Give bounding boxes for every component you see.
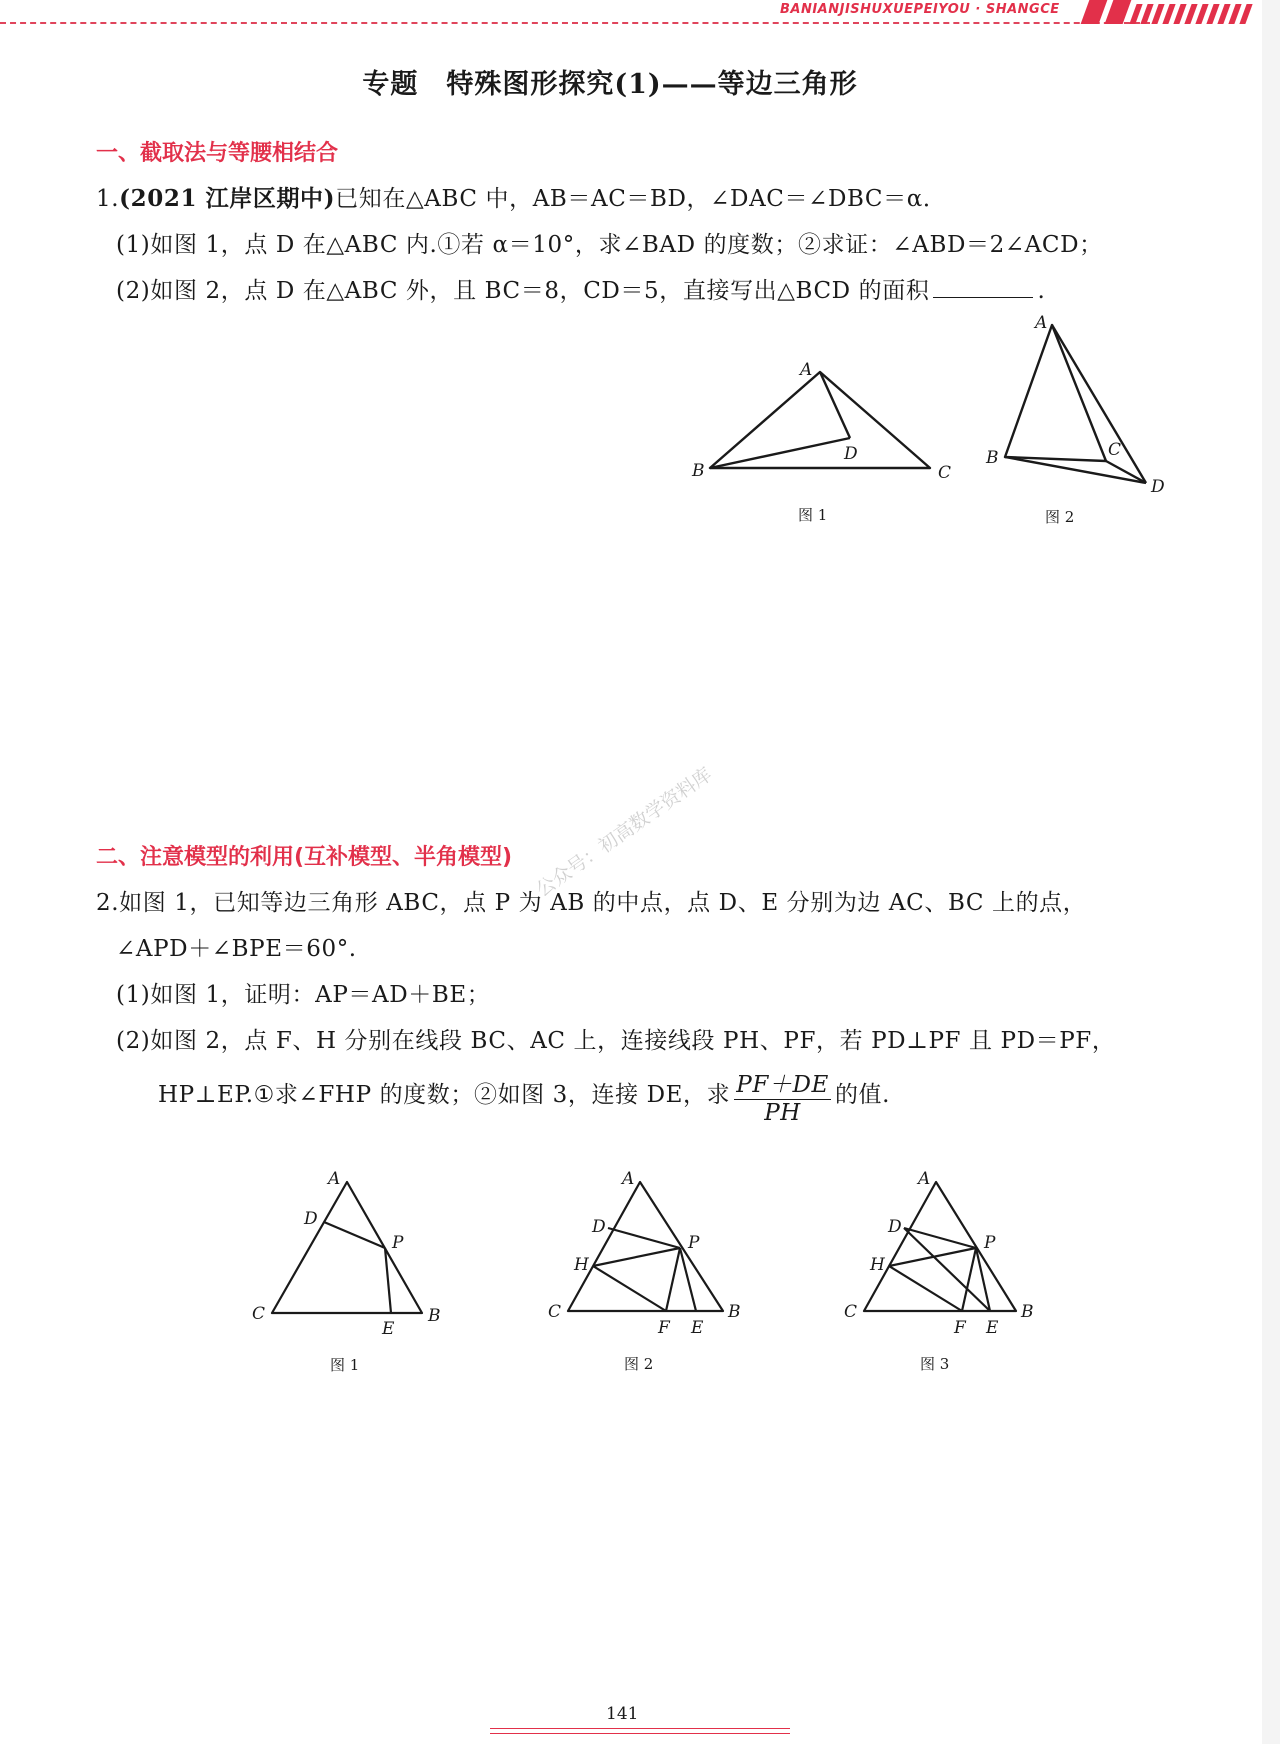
fraction-denominator: PH [764, 1100, 801, 1126]
page-number: 141 [606, 1704, 639, 1724]
header-dashed-rule [0, 22, 1150, 24]
segment-pf [666, 1248, 680, 1311]
label-b: B [1021, 1302, 1034, 1322]
segment-ad [820, 372, 850, 438]
triangle-abc [568, 1182, 723, 1311]
header-series-label: BANIANJISHUXUEPEIYOU · SHANGCE [780, 2, 1060, 17]
label-p: P [392, 1233, 404, 1253]
problem2-part1: (1)如图 1，证明：AP＝AD＋BE； [116, 982, 491, 1008]
label-e: E [691, 1318, 704, 1338]
problem2-part2b-post: 的值. [834, 1082, 891, 1108]
problem2-part2: (2)如图 2，点 F、H 分别在线段 BC、AC 上，连接线段 PH、PF，若 PD⊥PF 且 PD＝PF， [116, 1028, 1116, 1054]
problem1-part2-end: . [1037, 278, 1046, 304]
label-h: H [574, 1255, 589, 1275]
label-d: D [844, 444, 858, 464]
segment-hf [593, 1266, 666, 1311]
problem1-part1: (1)如图 1，点 D 在△ABC 内.①若 α＝10°，求∠BAD 的度数；②求证：∠ABD＝2∠ACD； [116, 232, 1103, 258]
label-p: P [984, 1233, 996, 1253]
answer-blank [933, 277, 1033, 298]
problem1-source: (2021 江岸区期中) [119, 185, 336, 212]
segment-hp [593, 1248, 680, 1266]
label-e: E [986, 1318, 999, 1338]
triangle-abc [710, 372, 930, 468]
segment-dp [608, 1228, 680, 1248]
label-d: D [304, 1209, 318, 1229]
label-a: A [800, 360, 813, 380]
problem2-figure-3 [836, 1170, 1051, 1380]
header-stripes-decoration [1085, 0, 1280, 24]
label-b: B [692, 461, 705, 481]
label-p: P [688, 1233, 700, 1253]
figure-caption: 图 2 [624, 1355, 654, 1373]
problem1-part2-line [116, 272, 1045, 305]
label-b: B [428, 1306, 441, 1326]
label-a: A [328, 1170, 341, 1189]
problem1-stem: 已知在△ABC 中，AB＝AC＝BD，∠DAC＝∠DBC＝α． [335, 186, 947, 212]
label-c: C [548, 1302, 562, 1322]
label-e: E [382, 1319, 395, 1339]
figure-caption: 图 1 [798, 506, 828, 524]
segment-pf [962, 1248, 976, 1311]
figure-caption: 图 3 [920, 1355, 950, 1373]
label-c: C [252, 1304, 266, 1324]
label-b: B [728, 1302, 741, 1322]
section-heading-2: 二、注意模型的利用(互补模型、半角模型) [96, 845, 513, 870]
label-c: C [1108, 440, 1122, 460]
footer-rule [490, 1728, 790, 1729]
footer-rule [490, 1733, 790, 1734]
problem1-number: 1. [96, 186, 120, 212]
problem1-stem-line [96, 180, 946, 213]
problem2-stem: 2.如图 1，已知等边三角形 ABC，点 P 为 AB 的中点，点 D、E 分别为边 AC、BC 上的点， [96, 890, 1087, 916]
figure-caption: 图 2 [1045, 508, 1075, 526]
label-f: F [954, 1318, 966, 1338]
problem2-part2b-line [158, 1066, 890, 1126]
label-c: C [938, 463, 952, 483]
label-a: A [622, 1170, 635, 1189]
section-heading-1: 一、截取法与等腰相结合 [96, 141, 339, 166]
label-h: H [870, 1255, 885, 1275]
label-a: A [918, 1170, 931, 1189]
label-d: D [1151, 477, 1165, 497]
label-d: D [592, 1217, 606, 1237]
segment-bd [710, 438, 850, 468]
fraction-numerator: PF＋DE [734, 1066, 831, 1100]
fraction [734, 1066, 831, 1126]
problem2-part2b-pre: HP⊥EP.①求∠FHP 的度数；②如图 3，连接 DE，求 [158, 1082, 731, 1108]
label-f: F [658, 1318, 670, 1338]
problem2-figure-1 [240, 1170, 455, 1380]
label-c: C [844, 1302, 858, 1322]
label-d: D [888, 1217, 902, 1237]
problem1-figure-2 [975, 310, 1180, 540]
problem1-figure-1 [680, 350, 960, 540]
label-a: A [1035, 313, 1048, 333]
page-edge-shadow [1262, 0, 1280, 1744]
watermark: 公众号：初高数学资料库 [532, 763, 717, 902]
figure-caption: 图 1 [330, 1356, 360, 1374]
problem2-stem-2: ∠APD＋∠BPE＝60°. [116, 936, 357, 962]
triangle-abc [1005, 325, 1106, 461]
problem2-figure-2 [540, 1170, 755, 1380]
problem1-part2: (2)如图 2，点 D 在△ABC 外，且 BC＝8，CD＝5，直接写出△BCD 的面积 [116, 278, 930, 304]
segment-dp [324, 1222, 385, 1248]
page-title: 专题 特殊图形探究(1)——等边三角形 [362, 69, 858, 100]
label-b: B [986, 448, 999, 468]
